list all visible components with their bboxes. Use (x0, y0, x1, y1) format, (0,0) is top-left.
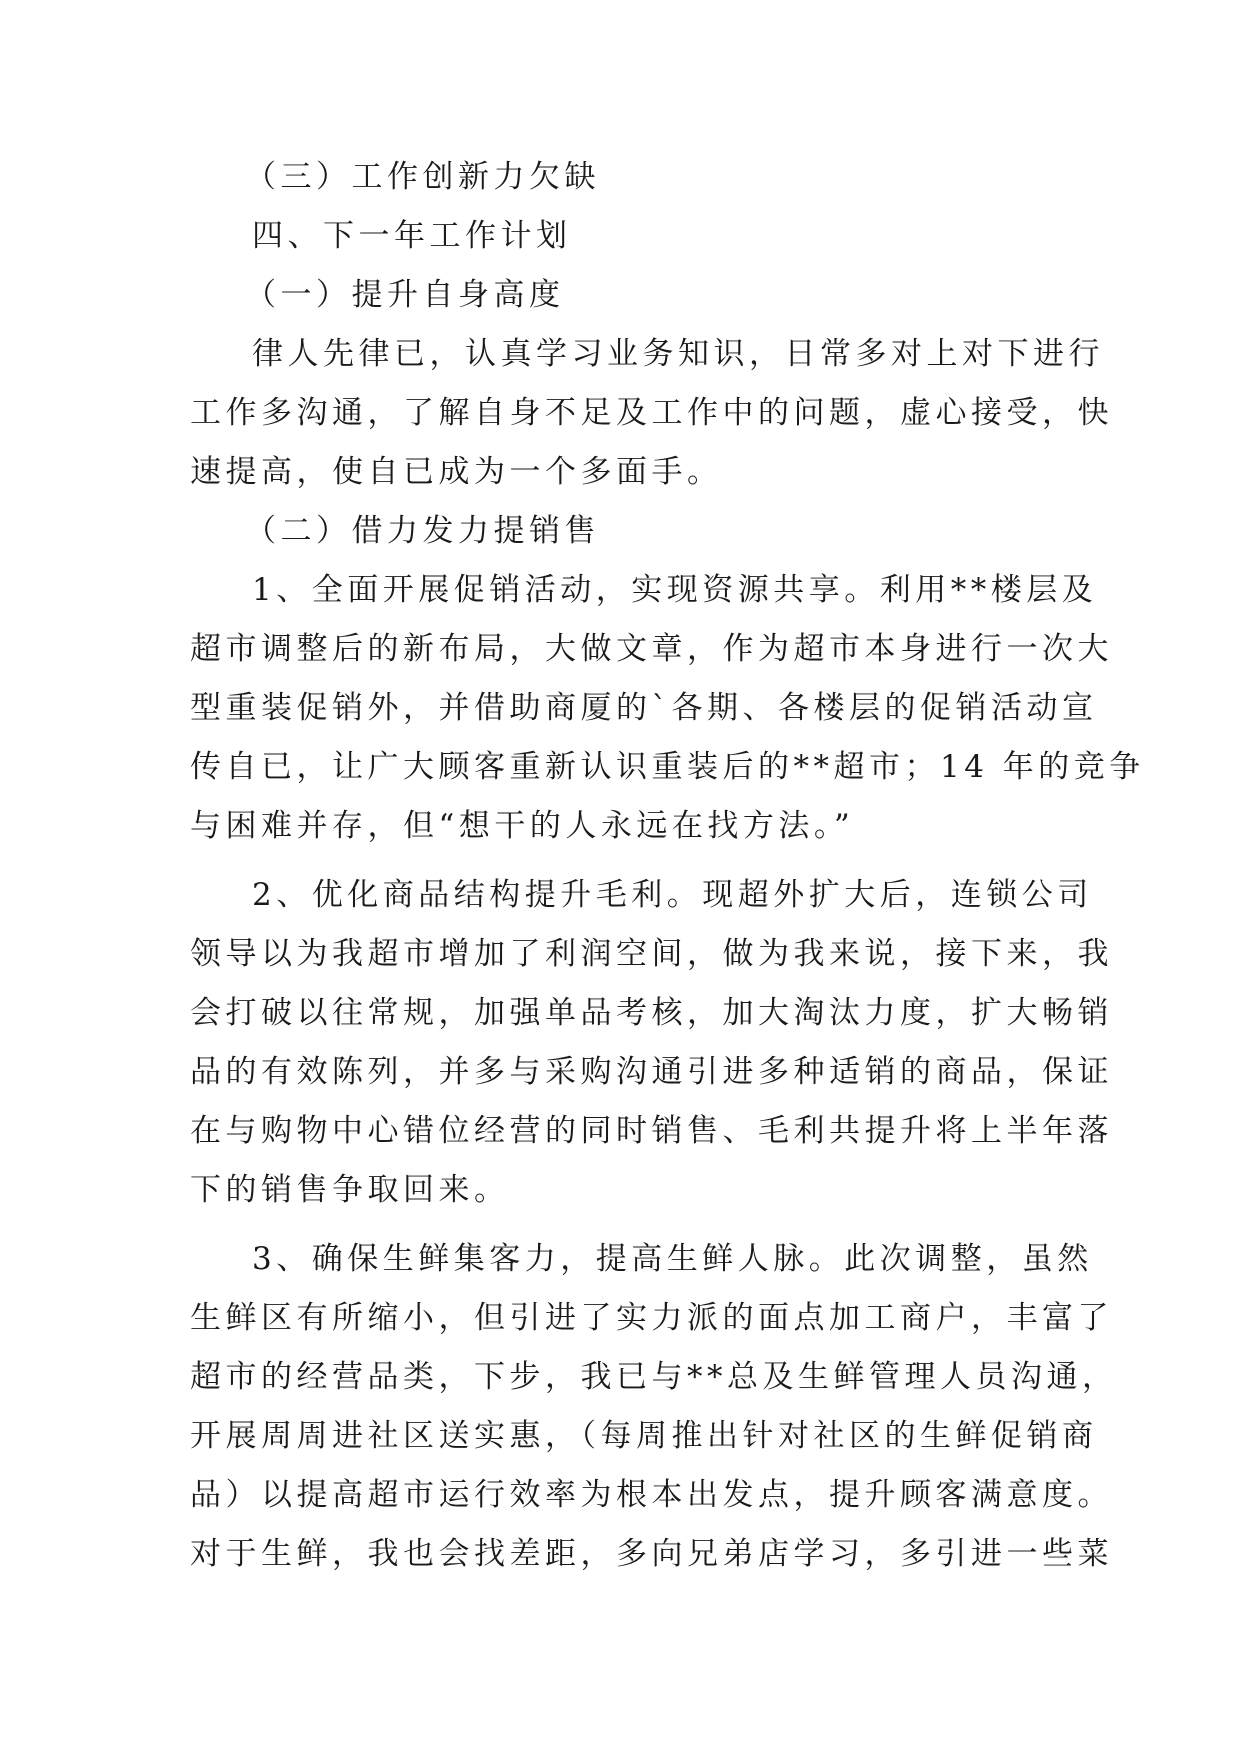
paragraph-line: 对于生鲜，我也会找差距，多向兄弟店学习，多引进一些菜 (190, 1536, 1113, 1572)
document-body (190, 148, 1145, 1584)
paragraph-line: 开展周周进社区送实惠，（每周推出针对社区的生鲜促销商 (190, 1418, 1098, 1454)
paragraph-line: 工作多沟通，了解自身不足及工作中的问题，虚心接受，快 (190, 395, 1113, 431)
subsection-heading-1: （一）提升自身高度 (245, 277, 565, 313)
paragraph-line: 品）以提高超市运行效率为根本出发点，提升顾客满意度。 (190, 1477, 1113, 1513)
paragraph-line: 超市的经营品类，下步，我已与**总及生鲜管理人员沟通， (190, 1359, 1118, 1395)
paragraph-line: 会打破以往常规，加强单品考核，加大淘汰力度，扩大畅销 (190, 995, 1113, 1031)
section-heading-3: （三）工作创新力欠缺 (245, 159, 600, 195)
paragraph-line: 品的有效陈列，并多与采购沟通引进多种适销的商品，保证 (190, 1054, 1113, 1090)
paragraph-spacer (190, 1220, 1070, 1230)
subsection-heading-2: （二）借力发力提销售 (245, 513, 600, 549)
paragraph-spacer (190, 856, 1070, 866)
paragraph-line: 超市调整后的新布局，大做文章，作为超市本身进行一次大 (190, 631, 1113, 667)
paragraph-line: 1、全面开展促销活动，实现资源共享。利用**楼层及 (252, 572, 1098, 608)
paragraph-line: 下的销售争取回来。 (190, 1172, 510, 1208)
paragraph-line: 生鲜区有所缩小，但引进了实力派的面点加工商户，丰富了 (190, 1300, 1113, 1336)
paragraph-line: 型重装促销外，并借助商厦的`各期、各楼层的促销活动宣 (190, 690, 1098, 726)
paragraph-line: 领导以为我超市增加了利润空间，做为我来说，接下来，我 (190, 936, 1113, 972)
paragraph-line: 2、优化商品结构提升毛利。现超外扩大后，连锁公司 (252, 877, 1093, 913)
paragraph-line: 速提高，使自已成为一个多面手。 (190, 454, 723, 490)
paragraph-line: 律人先律已，认真学习业务知识，日常多对上对下进行 (252, 336, 1104, 372)
chapter-heading-4: 四、下一年工作计划 (252, 218, 572, 254)
paragraph-line: 传自已，让广大顾客重新认识重装后的**超市；14 年的竞争 (190, 749, 1145, 785)
paragraph-line: 与困难并存，但“想干的人永远在找方法。” (190, 808, 855, 844)
paragraph-line: 3、确保生鲜集客力，提高生鲜人脉。此次调整，虽然 (252, 1241, 1093, 1277)
paragraph-line: 在与购物中心错位经营的同时销售、毛利共提升将上半年落 (190, 1113, 1113, 1149)
